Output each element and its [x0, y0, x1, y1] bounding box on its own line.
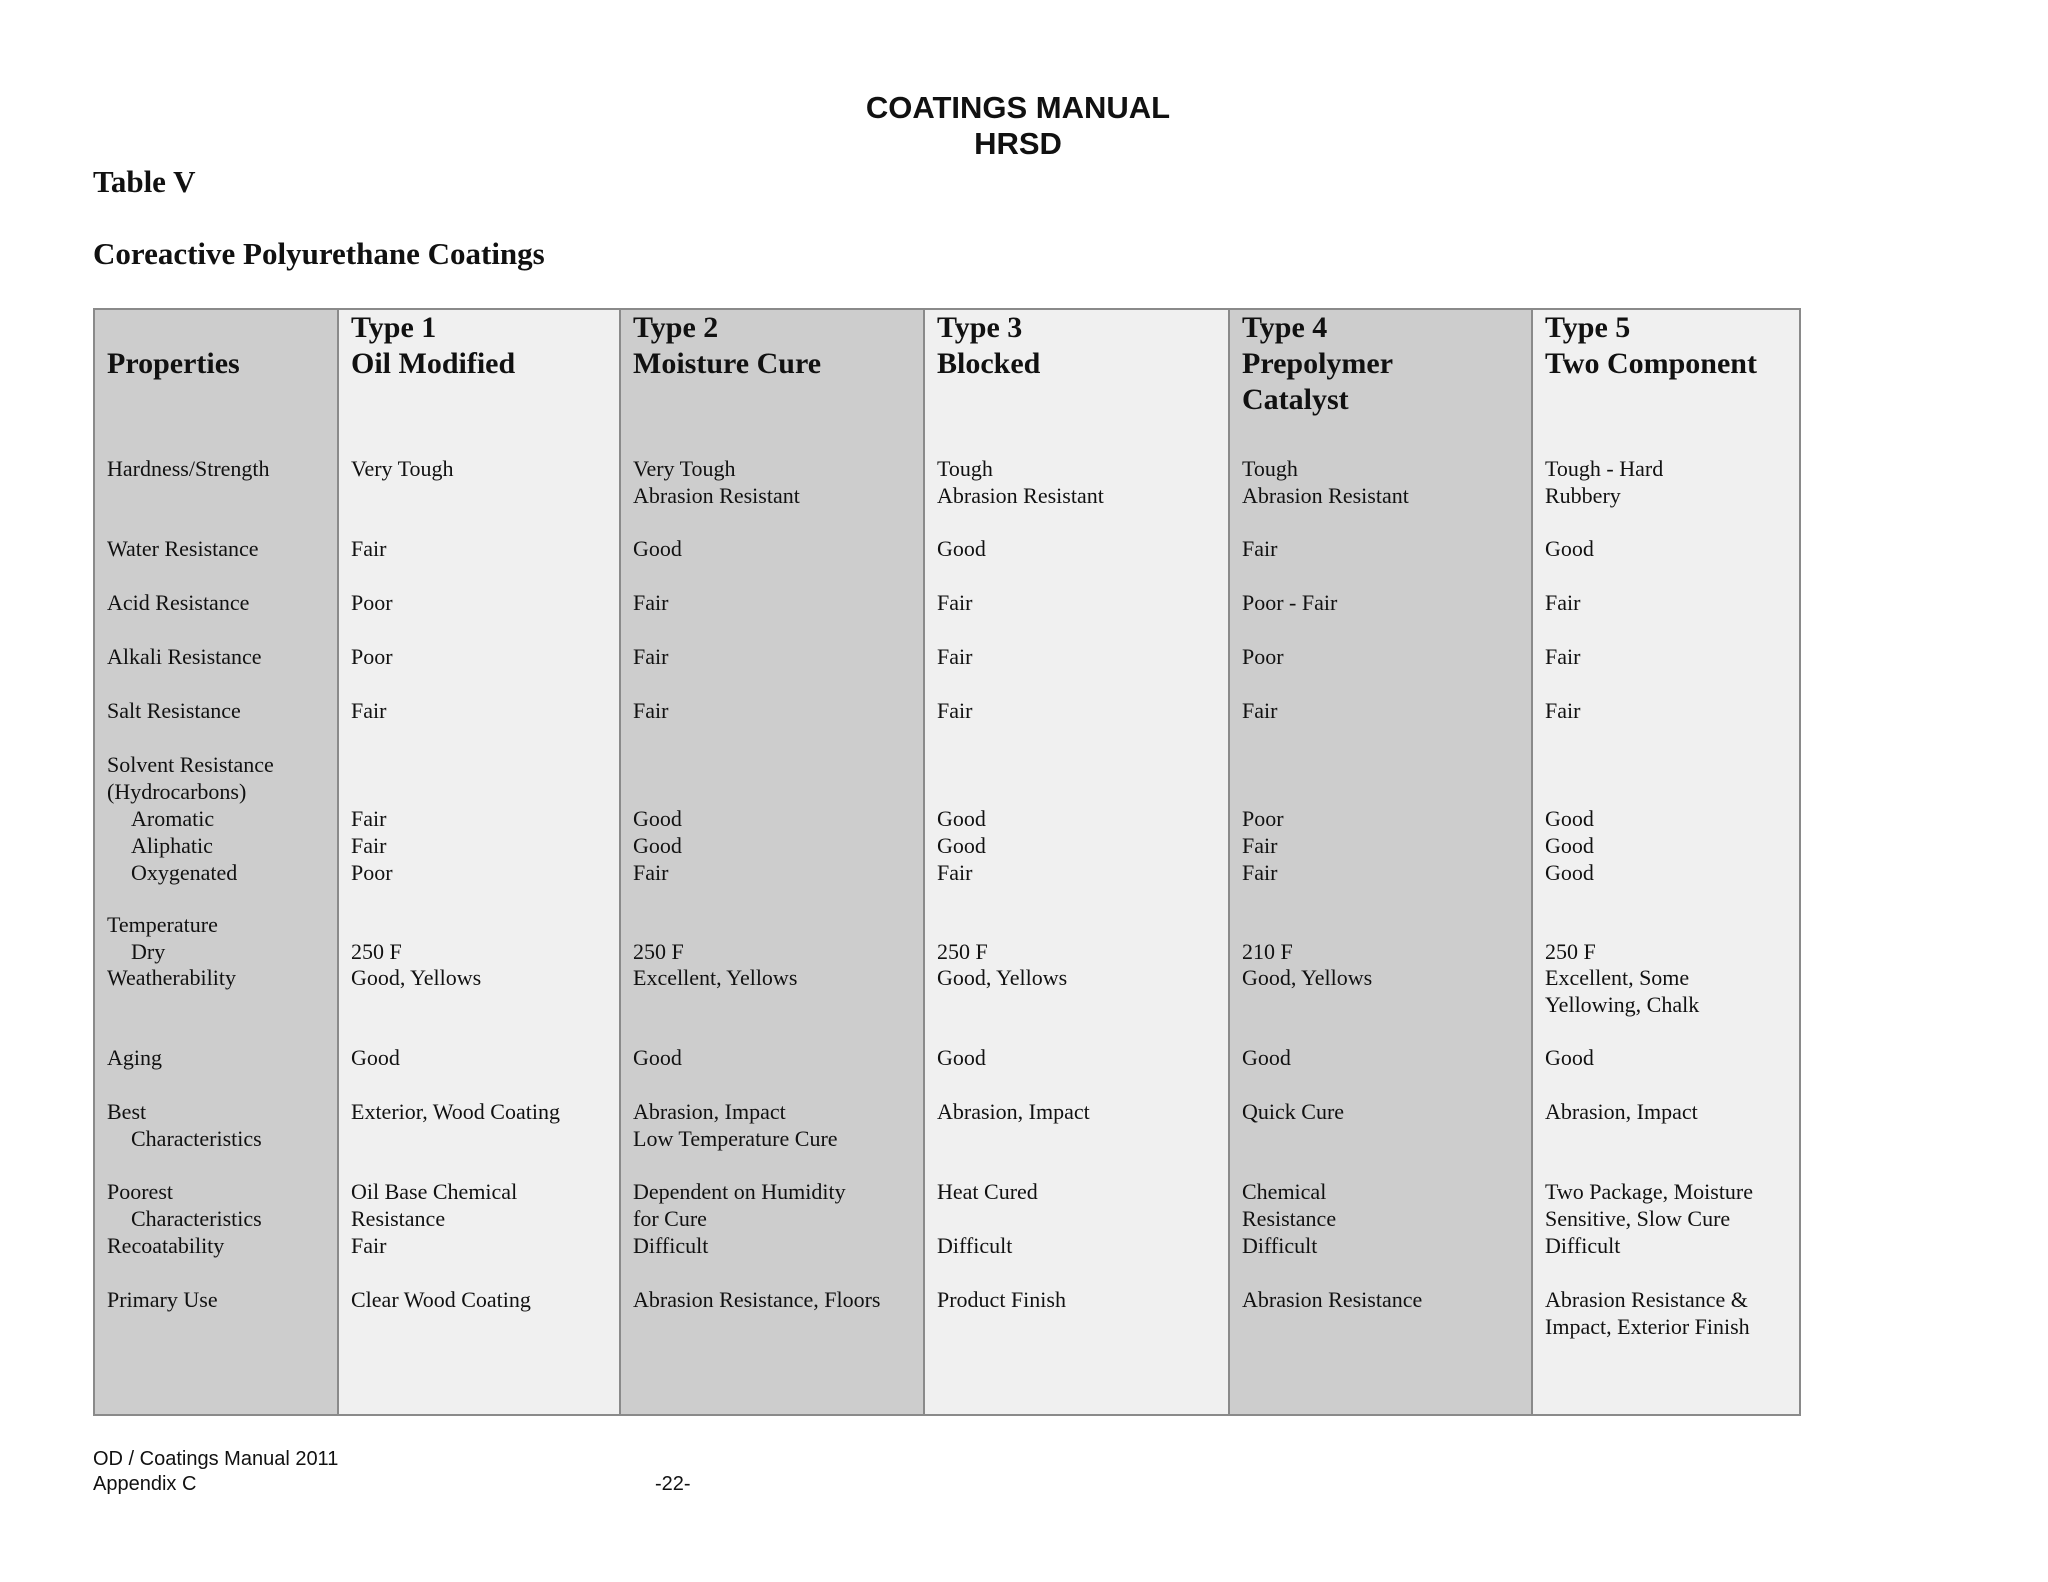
- cell-line: Aging: [107, 1045, 162, 1070]
- property-label: [107, 964, 236, 991]
- table-cell: [937, 1044, 986, 1071]
- column-type-5: [1533, 310, 1799, 1414]
- cell-line: Fair: [937, 644, 973, 669]
- cell-line: [1242, 911, 1293, 938]
- cell-line: Primary Use: [107, 1287, 218, 1312]
- column-header: [107, 310, 325, 418]
- cell-line: Aromatic: [131, 806, 215, 831]
- cell-line: Poor: [351, 860, 393, 885]
- cell-line: [937, 778, 986, 805]
- cell-line: 250 F: [351, 939, 402, 964]
- cell-line: Quick Cure: [1242, 1099, 1345, 1124]
- property-label: [107, 643, 262, 670]
- column-type-2: [621, 310, 925, 1414]
- cell-line: Fair: [937, 698, 973, 723]
- cell-line: Characteristics: [131, 1126, 262, 1151]
- table-cell: [351, 1098, 560, 1125]
- table-cell: [351, 1178, 517, 1232]
- cell-line: Good: [633, 536, 682, 561]
- cell-line: Good: [351, 1045, 400, 1070]
- cell-line: Fair: [1242, 833, 1278, 858]
- cell-line: Good: [1545, 806, 1594, 831]
- table-cell: [351, 1044, 400, 1071]
- table-cell: [1242, 697, 1277, 724]
- cell-line: Impact, Exterior Finish: [1545, 1314, 1750, 1339]
- table-cell: [633, 535, 682, 562]
- column-header: [937, 310, 1216, 450]
- footer-appendix: Appendix C: [93, 1473, 197, 1495]
- table-cell: [351, 1286, 531, 1313]
- cell-line: [351, 911, 402, 938]
- column-properties: [95, 310, 339, 1414]
- property-label: [107, 911, 218, 965]
- table-cell: [1545, 1286, 1750, 1340]
- table-cell: [937, 535, 986, 562]
- table-cell: [633, 589, 668, 616]
- cell-line: Temperature: [107, 912, 218, 937]
- cell-line: Abrasion Resistant: [1242, 483, 1409, 508]
- cell-line: [633, 778, 682, 805]
- cell-line: [351, 751, 393, 778]
- cell-line: Good, Yellows: [937, 965, 1068, 990]
- table-cell: [351, 911, 402, 965]
- property-label: [107, 1044, 162, 1071]
- cell-line: Abrasion Resistant: [937, 483, 1104, 508]
- table-title: Coreactive Polyurethane Coatings: [93, 236, 545, 271]
- cell-line: Good: [633, 806, 682, 831]
- column-type-3: [925, 310, 1230, 1414]
- cell-line: Tough: [1242, 456, 1298, 481]
- organization-name: HRSD: [974, 126, 1062, 161]
- table-cell: [937, 589, 972, 616]
- table-cell: [937, 1286, 1066, 1313]
- cell-line: 250 F: [937, 939, 988, 964]
- table-cell: [1545, 535, 1594, 562]
- table-cell: [937, 911, 988, 965]
- table-cell: [1242, 643, 1284, 670]
- cell-line: 210 F: [1242, 939, 1293, 964]
- cell-line: Very Tough: [633, 456, 736, 481]
- table-cell: [633, 1178, 846, 1232]
- cell-line: Product Finish: [937, 1287, 1066, 1312]
- table-cell: [1545, 1232, 1620, 1259]
- cell-line: Difficult: [1242, 1233, 1318, 1258]
- column-header-line: Type 2: [633, 311, 719, 344]
- cell-line: Resistance: [1242, 1206, 1337, 1231]
- column-header: [1545, 310, 1787, 450]
- cell-line: Fair: [351, 536, 387, 561]
- cell-line: Fair: [1545, 590, 1581, 615]
- cell-line: Characteristics: [131, 1206, 262, 1231]
- cell-line: Good: [937, 806, 986, 831]
- cell-line: for Cure: [633, 1206, 707, 1231]
- cell-line: Poor: [351, 644, 393, 669]
- properties-table: [93, 308, 1801, 1416]
- cell-line: [1545, 778, 1594, 805]
- table-cell: [937, 455, 1104, 509]
- table-cell: [1242, 1232, 1317, 1259]
- table-cell: [1545, 964, 1699, 1018]
- cell-line: [937, 911, 988, 938]
- table-cell: [633, 1044, 682, 1071]
- cell-line: Fair: [1242, 536, 1278, 561]
- column-header-line: Type 5: [1545, 311, 1631, 344]
- table-cell: [351, 751, 393, 886]
- table-cell: [1242, 964, 1372, 991]
- manual-title: COATINGS MANUAL: [865, 90, 1171, 125]
- cell-line: Recoatability: [107, 1233, 225, 1258]
- column-header-line: Two Component: [1545, 347, 1757, 380]
- property-label: [107, 1232, 224, 1259]
- table-cell: [937, 697, 972, 724]
- table-cell: [1545, 697, 1580, 724]
- cell-line: Poor: [1242, 806, 1284, 831]
- cell-line: Tough - Hard: [1545, 456, 1664, 481]
- table-cell: [633, 964, 797, 991]
- table-cell: [937, 751, 986, 886]
- cell-line: Fair: [1545, 698, 1581, 723]
- table-cell: [351, 697, 386, 724]
- column-header: [1242, 310, 1519, 450]
- table-cell: [1242, 1286, 1422, 1313]
- property-label: [107, 455, 270, 482]
- cell-line: Aliphatic: [131, 833, 213, 858]
- property-label: [107, 697, 241, 724]
- column-header-line: Properties: [107, 347, 240, 380]
- column-header-line: Type 1: [351, 311, 437, 344]
- table-cell: [633, 1286, 880, 1313]
- column-header-line: Oil Modified: [351, 347, 516, 380]
- cell-line: Good: [1242, 1045, 1291, 1070]
- cell-line: [1545, 751, 1594, 778]
- cell-line: Good: [1545, 1045, 1594, 1070]
- cell-line: Excellent, Yellows: [633, 965, 798, 990]
- cell-line: Yellowing, Chalk: [1545, 992, 1700, 1017]
- table-cell: [1545, 1098, 1698, 1125]
- cell-line: Abrasion Resistance, Floors: [633, 1287, 881, 1312]
- table-cell: [1545, 455, 1663, 509]
- table-cell: [1242, 1098, 1344, 1125]
- cell-line: (Hydrocarbons): [107, 779, 247, 804]
- property-label: [107, 1286, 218, 1313]
- cell-line: Water Resistance: [107, 536, 259, 561]
- cell-line: [633, 911, 684, 938]
- column-header-line: Catalyst: [1242, 383, 1349, 416]
- cell-line: Tough: [937, 456, 993, 481]
- column-header: [633, 310, 911, 450]
- cell-line: Heat Cured: [937, 1179, 1038, 1204]
- table-cell: [351, 535, 386, 562]
- cell-line: Poor: [1242, 644, 1284, 669]
- column-header-line: Blocked: [937, 347, 1041, 380]
- cell-line: Poor: [351, 590, 393, 615]
- cell-line: Good: [1545, 536, 1594, 561]
- property-label: [107, 1098, 262, 1152]
- column-header-line: Moisture Cure: [633, 347, 822, 380]
- cell-line: Difficult: [633, 1233, 709, 1258]
- cell-line: Solvent Resistance: [107, 752, 274, 777]
- table-cell: [1545, 751, 1594, 886]
- table-cell: [351, 643, 393, 670]
- table-cell: [937, 1098, 1090, 1125]
- table-cell: [1545, 1178, 1753, 1232]
- cell-line: [1242, 751, 1284, 778]
- property-label: [107, 1178, 262, 1232]
- table-cell: [1242, 589, 1337, 616]
- cell-line: Fair: [351, 698, 387, 723]
- column-type-4: [1230, 310, 1533, 1414]
- cell-line: Good, Yellows: [1242, 965, 1373, 990]
- cell-line: Salt Resistance: [107, 698, 241, 723]
- cell-line: Best: [107, 1099, 147, 1124]
- cell-line: Good: [633, 1045, 682, 1070]
- cell-line: Difficult: [1545, 1233, 1621, 1258]
- cell-line: Good: [1545, 860, 1594, 885]
- property-label: [107, 589, 249, 616]
- table-cell: [633, 697, 668, 724]
- cell-line: Rubbery: [1545, 483, 1621, 508]
- cell-line: Fair: [633, 698, 669, 723]
- cell-line: 250 F: [633, 939, 684, 964]
- cell-line: Exterior, Wood Coating: [351, 1099, 560, 1124]
- document-header: [0, 90, 2048, 162]
- cell-line: Hardness/Strength: [107, 456, 270, 481]
- column-type-1: [339, 310, 621, 1414]
- cell-line: Fair: [937, 590, 973, 615]
- table-cell: [1242, 1044, 1291, 1071]
- column-header: [351, 310, 607, 450]
- footer-manual: OD / Coatings Manual 2011: [93, 1448, 339, 1470]
- cell-line: Fair: [633, 644, 669, 669]
- cell-line: [1242, 778, 1284, 805]
- cell-line: Fair: [1242, 860, 1278, 885]
- table-cell: [351, 589, 393, 616]
- table-cell: [1545, 589, 1580, 616]
- cell-line: Clear Wood Coating: [351, 1287, 531, 1312]
- cell-line: Good: [633, 833, 682, 858]
- property-label: [107, 751, 274, 886]
- cell-line: Difficult: [937, 1233, 1013, 1258]
- cell-line: Poor - Fair: [1242, 590, 1338, 615]
- cell-line: Abrasion, Impact: [937, 1099, 1090, 1124]
- cell-line: Abrasion, Impact: [633, 1099, 786, 1124]
- cell-line: Fair: [1242, 698, 1278, 723]
- cell-line: Acid Resistance: [107, 590, 250, 615]
- cell-line: 250 F: [1545, 939, 1596, 964]
- cell-line: [633, 751, 682, 778]
- cell-line: Oxygenated: [131, 860, 238, 885]
- table-cell: [633, 643, 668, 670]
- table-cell: [1242, 751, 1284, 886]
- table-cell: [1242, 535, 1277, 562]
- cell-line: Abrasion, Impact: [1545, 1099, 1698, 1124]
- table-cell: [351, 1232, 386, 1259]
- cell-line: Good: [1545, 833, 1594, 858]
- table-cell: [1545, 643, 1580, 670]
- cell-line: Fair: [633, 590, 669, 615]
- table-cell: [633, 911, 684, 965]
- cell-line: Two Package, Moisture: [1545, 1179, 1754, 1204]
- column-header-line: Type 3: [937, 311, 1023, 344]
- table-cell: [1545, 911, 1596, 965]
- cell-line: Excellent, Some: [1545, 965, 1690, 990]
- cell-line: Dependent on Humidity: [633, 1179, 846, 1204]
- table-cell: [937, 1178, 1038, 1205]
- table-cell: [351, 964, 481, 991]
- cell-line: Good, Yellows: [351, 965, 482, 990]
- cell-line: Abrasion Resistance &: [1545, 1287, 1748, 1312]
- cell-line: Abrasion Resistance: [1242, 1287, 1423, 1312]
- cell-line: Low Temperature Cure: [633, 1126, 838, 1151]
- footer-left: [93, 1447, 338, 1497]
- cell-line: Oil Base Chemical: [351, 1179, 518, 1204]
- cell-line: [351, 778, 393, 805]
- cell-line: Dry: [131, 939, 166, 964]
- table-cell: [1242, 1178, 1336, 1232]
- cell-line: Fair: [1545, 644, 1581, 669]
- cell-line: Resistance: [351, 1206, 446, 1231]
- cell-line: Fair: [351, 833, 387, 858]
- column-header-line: Prepolymer: [1242, 347, 1394, 380]
- cell-line: Fair: [351, 1233, 387, 1258]
- cell-line: Abrasion Resistant: [633, 483, 800, 508]
- cell-line: Good: [937, 1045, 986, 1070]
- table-cell: [937, 1232, 1012, 1259]
- cell-line: Good: [937, 536, 986, 561]
- table-number: Table V: [93, 164, 196, 199]
- table-cell: [351, 455, 454, 482]
- cell-line: Poorest: [107, 1179, 173, 1204]
- property-label: [107, 535, 259, 562]
- cell-line: Alkali Resistance: [107, 644, 262, 669]
- cell-line: Fair: [633, 860, 669, 885]
- cell-line: [1545, 911, 1596, 938]
- cell-line: Very Tough: [351, 456, 454, 481]
- cell-line: Fair: [351, 806, 387, 831]
- table-cell: [1242, 455, 1409, 509]
- table-cell: [633, 751, 682, 886]
- cell-line: Weatherability: [107, 965, 236, 990]
- table-cell: [1545, 1044, 1594, 1071]
- table-cell: [633, 1232, 708, 1259]
- cell-line: Good: [937, 833, 986, 858]
- page-number: -22-: [655, 1473, 691, 1495]
- cell-line: Fair: [937, 860, 973, 885]
- table-cell: [937, 964, 1067, 991]
- table-cell: [1242, 911, 1293, 965]
- table-cell: [633, 1098, 838, 1152]
- cell-line: Chemical: [1242, 1179, 1327, 1204]
- table-cell: [937, 643, 972, 670]
- cell-line: Sensitive, Slow Cure: [1545, 1206, 1731, 1231]
- cell-line: [937, 751, 986, 778]
- column-header-line: Type 4: [1242, 311, 1328, 344]
- table-cell: [633, 455, 800, 509]
